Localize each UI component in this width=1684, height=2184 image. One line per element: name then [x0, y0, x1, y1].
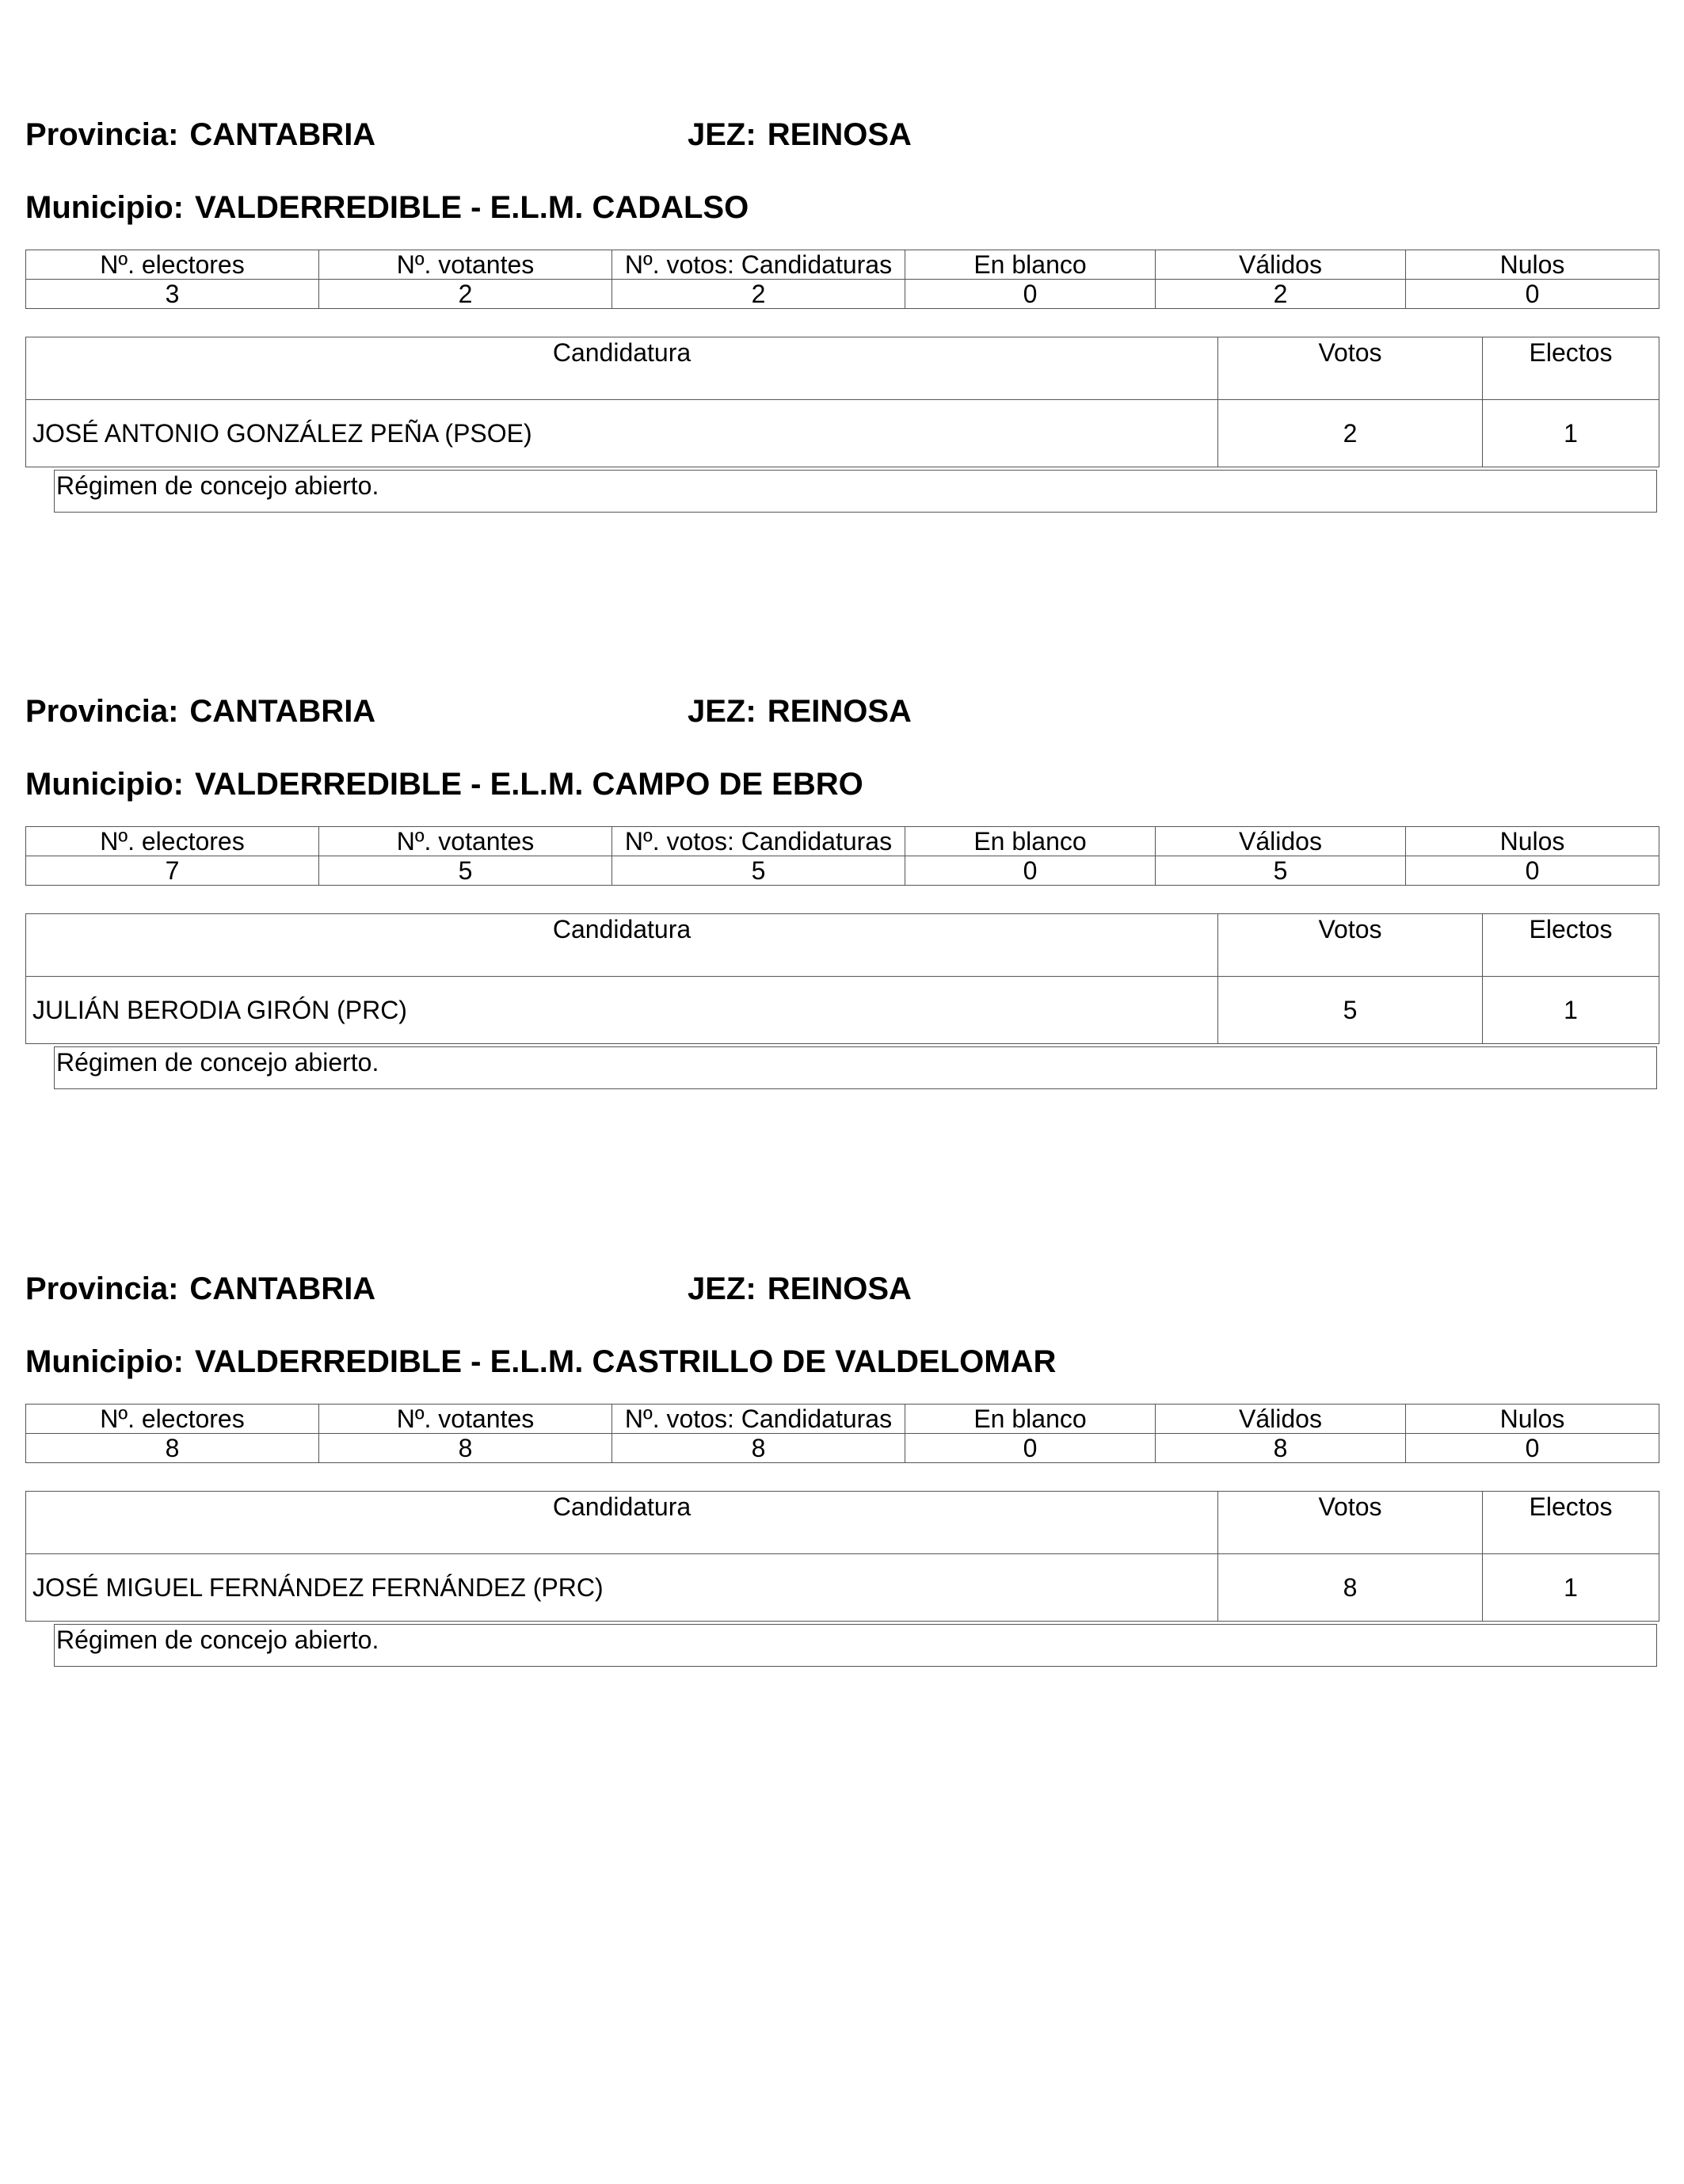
jez-label: JEZ:: [688, 1271, 756, 1306]
stats-value: 8: [612, 1434, 905, 1463]
note-box: Régimen de concejo abierto.: [54, 1046, 1657, 1089]
candidate-name: JOSÉ ANTONIO GONZÁLEZ PEÑA (PSOE): [26, 400, 1218, 467]
candidates-table: [25, 337, 1659, 467]
stats-table: [25, 250, 1659, 309]
stats-header: Nº. electores: [26, 1405, 319, 1434]
stats-value: 0: [1406, 280, 1659, 309]
provincia-value: CANTABRIA: [189, 117, 376, 152]
table-row: [26, 400, 1659, 467]
municipio-label: Municipio:: [25, 190, 184, 225]
municipio-label: Municipio:: [25, 767, 184, 802]
stats-value: 2: [319, 280, 612, 309]
provincia-label: Provincia:: [25, 694, 179, 729]
provincia-value: CANTABRIA: [189, 1271, 376, 1306]
stats-header: Nº. votantes: [319, 250, 612, 280]
stats-header-row: [26, 250, 1659, 280]
provincia-label: Provincia:: [25, 1271, 179, 1306]
provincia-line: [25, 111, 375, 158]
provincia-value: CANTABRIA: [189, 694, 376, 729]
jez-value: REINOSA: [767, 694, 912, 729]
stats-value: 0: [905, 856, 1156, 886]
table-row: [26, 1554, 1659, 1622]
stats-value-row: [26, 280, 1659, 309]
candidates-table: [25, 1491, 1659, 1622]
cand-header: Electos: [1483, 1492, 1659, 1554]
municipio-line: [25, 760, 863, 808]
stats-value: 5: [612, 856, 905, 886]
municipio-value: VALDERREDIBLE - E.L.M. CADALSO: [194, 190, 749, 225]
candidate-name: JOSÉ MIGUEL FERNÁNDEZ FERNÁNDEZ (PRC): [26, 1554, 1218, 1622]
stats-value: 0: [905, 280, 1156, 309]
candidate-votos: 2: [1218, 400, 1483, 467]
stats-header: Nº. votos: Candidaturas: [612, 827, 905, 856]
stats-header: Nulos: [1406, 250, 1659, 280]
stats-value: 2: [612, 280, 905, 309]
stats-header: Válidos: [1156, 1405, 1406, 1434]
municipio-value: VALDERREDIBLE - E.L.M. CASTRILLO DE VALDELOMAR: [194, 1344, 1057, 1379]
stats-value: 7: [26, 856, 319, 886]
stats-header: Válidos: [1156, 250, 1406, 280]
candidate-votos: 5: [1218, 977, 1483, 1044]
stats-value: 3: [26, 280, 319, 309]
stats-header: Nº. electores: [26, 827, 319, 856]
provincia-line: [25, 688, 375, 735]
stats-value: 0: [1406, 856, 1659, 886]
stats-value-row: [26, 1434, 1659, 1463]
note-box: Régimen de concejo abierto.: [54, 470, 1657, 513]
stats-header: En blanco: [905, 1405, 1156, 1434]
stats-value: 5: [1156, 856, 1406, 886]
stats-header: En blanco: [905, 827, 1156, 856]
cand-header-row: [26, 914, 1659, 977]
provincia-label: Provincia:: [25, 117, 179, 152]
cand-header: Electos: [1483, 337, 1659, 400]
municipio-label: Municipio:: [25, 1344, 184, 1379]
stats-header: Válidos: [1156, 827, 1406, 856]
cand-header: Candidatura: [26, 914, 1218, 977]
jez-label: JEZ:: [688, 117, 756, 152]
municipio-line: [25, 1338, 1056, 1385]
stats-header: Nulos: [1406, 1405, 1659, 1434]
stats-value: 0: [1406, 1434, 1659, 1463]
stats-value: 8: [26, 1434, 319, 1463]
stats-value: 8: [319, 1434, 612, 1463]
stats-header-row: [26, 1405, 1659, 1434]
stats-value: 2: [1156, 280, 1406, 309]
candidate-name: JULIÁN BERODIA GIRÓN (PRC): [26, 977, 1218, 1044]
cand-header-row: [26, 1492, 1659, 1554]
candidate-electos: 1: [1483, 400, 1659, 467]
stats-value: 8: [1156, 1434, 1406, 1463]
candidates-table: [25, 913, 1659, 1044]
cand-header: Votos: [1218, 337, 1483, 400]
stats-header: Nº. votos: Candidaturas: [612, 1405, 905, 1434]
table-row: [26, 977, 1659, 1044]
stats-header: En blanco: [905, 250, 1156, 280]
cand-header: Candidatura: [26, 1492, 1218, 1554]
jez-line: [688, 688, 912, 735]
stats-header-row: [26, 827, 1659, 856]
cand-header: Candidatura: [26, 337, 1218, 400]
jez-line: [688, 111, 912, 158]
stats-header: Nº. votantes: [319, 1405, 612, 1434]
candidate-electos: 1: [1483, 1554, 1659, 1622]
jez-value: REINOSA: [767, 117, 912, 152]
cand-header: Electos: [1483, 914, 1659, 977]
stats-header: Nº. votos: Candidaturas: [612, 250, 905, 280]
jez-line: [688, 1265, 912, 1313]
note-box: Régimen de concejo abierto.: [54, 1624, 1657, 1667]
candidate-electos: 1: [1483, 977, 1659, 1044]
cand-header: Votos: [1218, 914, 1483, 977]
provincia-line: [25, 1265, 375, 1313]
jez-label: JEZ:: [688, 694, 756, 729]
cand-header-row: [26, 337, 1659, 400]
stats-header: Nº. votantes: [319, 827, 612, 856]
stats-value: 0: [905, 1434, 1156, 1463]
jez-value: REINOSA: [767, 1271, 912, 1306]
stats-value-row: [26, 856, 1659, 886]
municipio-value: VALDERREDIBLE - E.L.M. CAMPO DE EBRO: [194, 767, 863, 802]
cand-header: Votos: [1218, 1492, 1483, 1554]
stats-header: Nulos: [1406, 827, 1659, 856]
municipio-line: [25, 184, 749, 231]
stats-header: Nº. electores: [26, 250, 319, 280]
stats-value: 5: [319, 856, 612, 886]
stats-table: [25, 1404, 1659, 1463]
candidate-votos: 8: [1218, 1554, 1483, 1622]
stats-table: [25, 826, 1659, 886]
